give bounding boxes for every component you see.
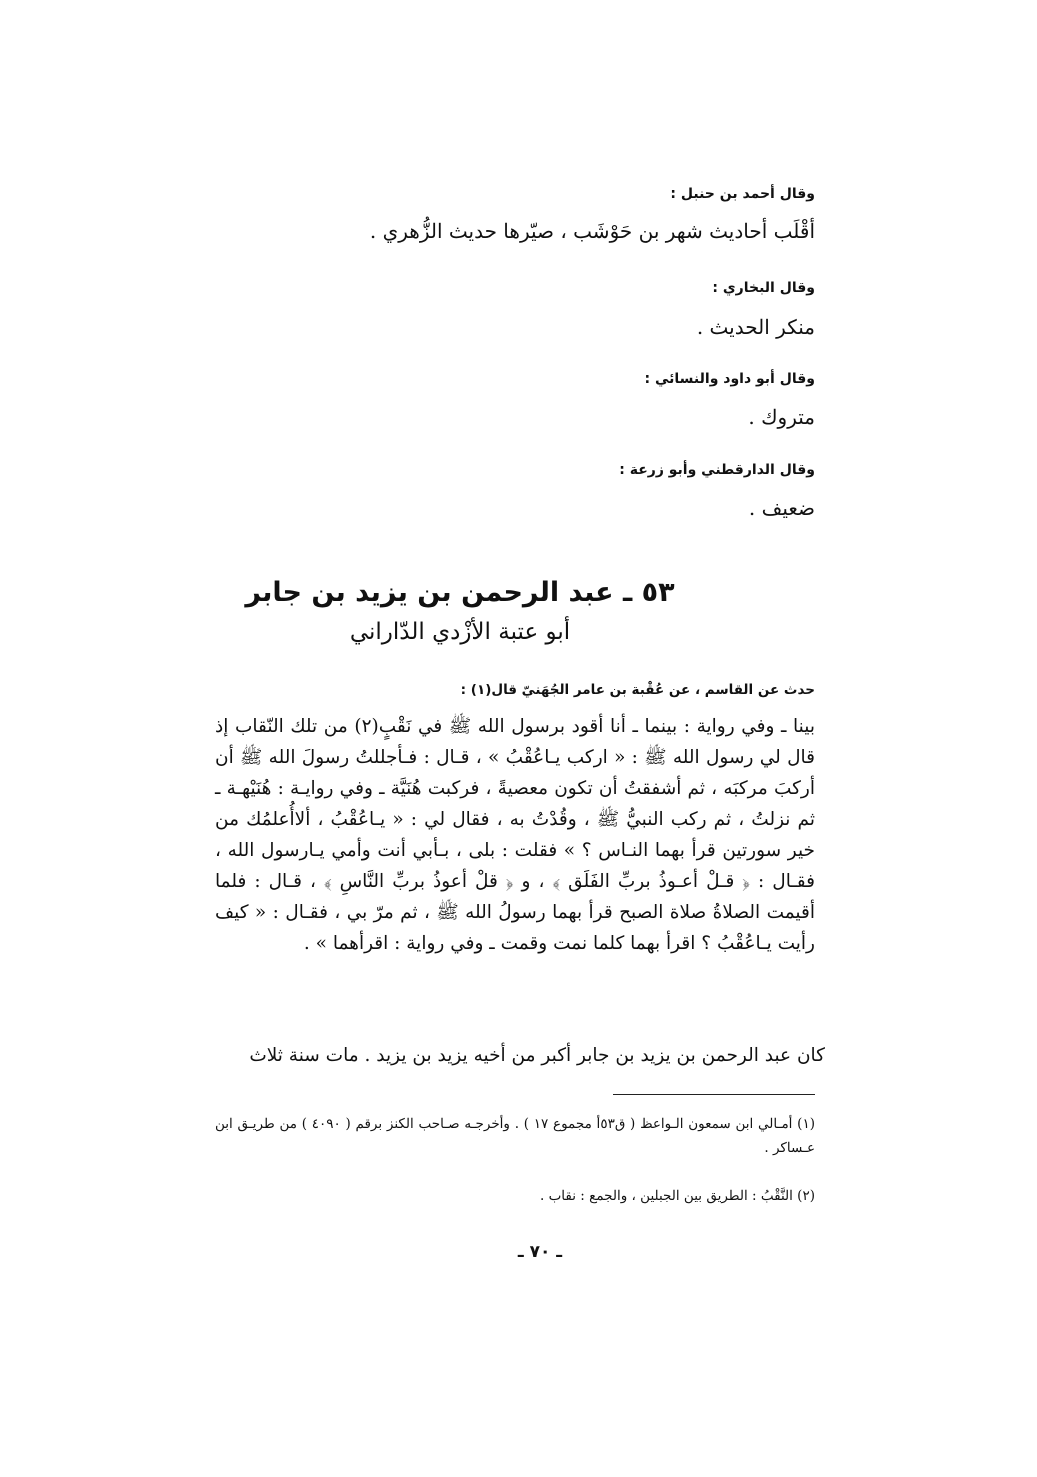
quote-text-daraqutni: ضعيف . bbox=[748, 496, 815, 520]
page-number: ـ ٧٠ ـ bbox=[517, 1242, 563, 1262]
quote-text-bukhari: منكر الحديث . bbox=[696, 315, 815, 339]
hadith-text: بينا ـ وفي رواية : بينما ـ أنا أقود برسول الله ﷺ في نَقْبٍ(٢) من تلك النّقاب إذ قال لي رسول الله ﷺ : « اركب يـاعُقْبُ » ، قـال : فـأجللتُ رسولَ الله ﷺ أن أركبَ مركبَه ، ثم أشفقتُ أن تكون معصيةً ، فركبت هُنَيَّة ـ وفي روايـة : هُنَيْهـة ـ ثم نزلتُ ، ثم ركب النبيُّ ﷺ ، وقُدْتُ به ، فقال لي : « يـاعُقْبُ ، ألاأُعلمُك من خير سورتين قرأ بهما النـاس ؟ » فقلت : بلى ، بـأبي أنت وأمي يـارسول الله ، فقـال : ﴿ قـلْ أعـوذُ بربِّ الفَلَق ﴾ ، و ﴿ قلْ أعوذُ بربِّ النَّاسِ ﴾ ، قـال : فلما أقيمت الصلاةُ صلاة الصبح قرأ بهما رسولُ الله ﷺ ، ثم مرّ بي ، فقـال : « كيف رأيت يـاعُقْبُ ؟ اقرأ بهما كلما نمت وقمت ـ وفي رواية : اقرأهما » . bbox=[215, 716, 815, 954]
footnote-2: (٢) النَّقْبُ : الطريق بين الجبلين ، والجمع : نقاب . bbox=[540, 1188, 815, 1204]
quote-label-abudawud: وقال أبو داود والنسائي : bbox=[644, 371, 815, 387]
footnote-separator bbox=[613, 1094, 815, 1095]
quote-text-ahmad: أقْلَب أحاديث شهر بن حَوْشَب ، صيّرها حديث الزُّهري . bbox=[369, 219, 815, 243]
quote-text-abudawud: متروك . bbox=[748, 405, 815, 429]
quote-label-ahmad: وقال أحمد بن حنبل : bbox=[670, 186, 815, 202]
entry-subtitle: أبو عتبة الأزْدي الدّاراني bbox=[349, 619, 571, 645]
footnote-1: (١) أمـالي ابن سمعون الـواعظ ( ق٥٣أ مجموع ١٧ ) . وأخرجـه صـاحب الكنز برقم ( ٤٠٩٠ ) من طريـق ابن عـساكر . bbox=[215, 1116, 815, 1156]
biography-text: كان عبد الرحمن بن يزيد بن جابر أكبر من أخيه يزيد بن يزيد . مات سنة ثلاث bbox=[249, 1045, 825, 1066]
narration-label: حدث عن القاسم ، عن عُقْبة بن عامر الجُهَنيّ قال(١) : bbox=[460, 682, 815, 698]
entry-title: ٥٣ ـ عبد الرحمن بن يزيد بن جابر bbox=[245, 577, 675, 608]
quote-label-bukhari: وقال البخاري : bbox=[712, 280, 815, 296]
quote-label-daraqutni: وقال الدارقطني وأبو زرعة : bbox=[619, 462, 815, 478]
